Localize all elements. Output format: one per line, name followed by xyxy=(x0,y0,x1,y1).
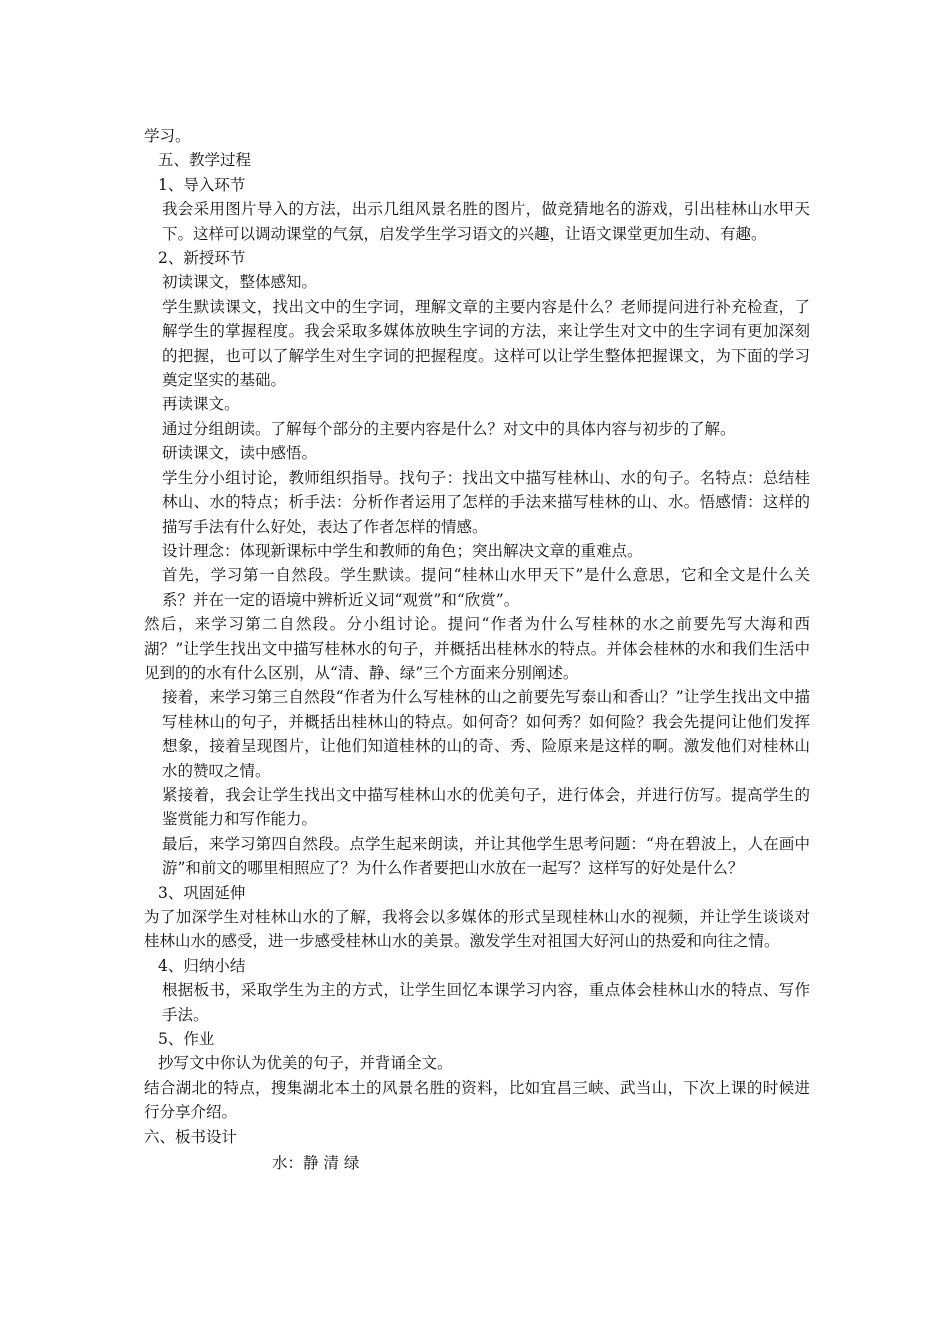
subsection-heading: 1、导入环节 xyxy=(158,175,246,194)
paragraph: 学生默读课文，找出文中的生字词，理解文章的主要内容是什么？老师提问进行补充检查，了解学生的掌握程度。我会采取多媒体放映生字词的方法，来让学生对文中的生字词有更加深刻的把握，也可以了解学生对生字词的把握程度。这样可以让学生整体把握课文，为下面的学习奠定坚实的基础。 xyxy=(162,297,810,390)
paragraph: 首先，学习第一自然段。学生默读。提问“桂林山水甲天下”是什么意思，它和全文是什么关系？并在一定的语境中辨析近义词“观赏”和“欣赏”。 xyxy=(162,566,810,609)
paragraph: 初读课文，整体感知。 xyxy=(162,273,318,292)
paragraph: 最后，来学习第四自然段。点学生起来朗读，并让其他学生思考问题：“舟在碧波上，人在画中游”和前文的哪里相照应了？为什么作者要把山水放在一起写？这样写的好处是什么？ xyxy=(162,834,810,878)
subsection-heading: 5、作业 xyxy=(158,1030,215,1049)
paragraph: 结合湖北的特点，搜集湖北本土的风景名胜的资料，比如宜昌三峡、武当山，下次上课的时候进行分享介绍。 xyxy=(144,1078,810,1122)
paragraph: 学习。 xyxy=(144,127,191,145)
paragraph: 根据板书，采取学生为主的方式，让学生回忆本课学习内容，重点体会桂林山水的特点、写作手法。 xyxy=(162,981,810,1024)
subsection-heading: 2、新授环节 xyxy=(158,249,246,268)
document-body xyxy=(144,124,810,1175)
paragraph: 再读课文。 xyxy=(162,395,240,414)
paragraph: 然后，来学习第二自然段。分小组讨论。提问“作者为什么写桂林的水之前要先写大海和西湖？”让学生找出文中描写桂林水的句子，并概括出桂林水的特点。并体会桂林的水和我们生活中见到的的水有什么区别，从“清、静、绿”三个方面来分别阐述。 xyxy=(144,615,810,682)
paragraph: 学生分小组讨论，教师组织指导。找句子：找出文中描写桂林山、水的句子。名特点：总结桂林山、水的特点；析手法：分析作者运用了怎样的手法来描写桂林的山、水。悟感情：这样的描写手法有什么好处，表达了作者怎样的情感。 xyxy=(162,468,810,536)
paragraph: 设计理念：体现新课标中学生和教师的角色；突出解决文章的重难点。 xyxy=(162,541,643,560)
paragraph: 为了加深学生对桂林山水的了解，我将会以多媒体的形式呈现桂林山水的视频，并让学生谈谈对桂林山水的感受，进一步感受桂林山水的美景。激发学生对祖国大好河山的热爱和向往之情。 xyxy=(144,908,810,951)
paragraph: 抄写文中你认为优美的句子，并背诵全文。 xyxy=(158,1054,453,1073)
paragraph: 我会采用图片导入的方法，出示几组风景名胜的图片，做竞猜地名的游戏，引出桂林山水甲天下。这样可以调动课堂的气氛，启发学生学习语文的兴趣，让语文课堂更加生动、有趣。 xyxy=(162,200,810,243)
paragraph: 通过分组朗读。了解每个部分的主要内容是什么？对文中的具体内容与初步的了解。 xyxy=(162,419,736,438)
subsection-heading: 4、归纳小结 xyxy=(158,956,246,975)
paragraph: 紧接着，我会让学生找出文中描写桂林山水的优美句子，进行体会，并进行仿写。提高学生的鉴赏能力和写作能力。 xyxy=(162,785,810,829)
paragraph: 接着，来学习第三自然段“作者为什么写桂林的山之前要先写泰山和香山？”让学生找出文中描写桂林山的句子，并概括出桂林山的特点。如何奇？如何秀？如何险？我会先提问让他们发挥想象，接着呈现图片，让他们知道桂林的山的奇、秀、险原来是这样的啊。激发他们对桂林山水的赞叹之情。 xyxy=(162,688,810,780)
subsection-heading: 3、巩固延伸 xyxy=(158,883,246,902)
section-heading: 五、教学过程 xyxy=(158,151,252,170)
paragraph: 研读课文，读中感悟。 xyxy=(162,444,318,463)
board-design-line: 水：静 清 绿 xyxy=(272,1154,360,1173)
section-heading: 六、板书设计 xyxy=(144,1127,238,1146)
